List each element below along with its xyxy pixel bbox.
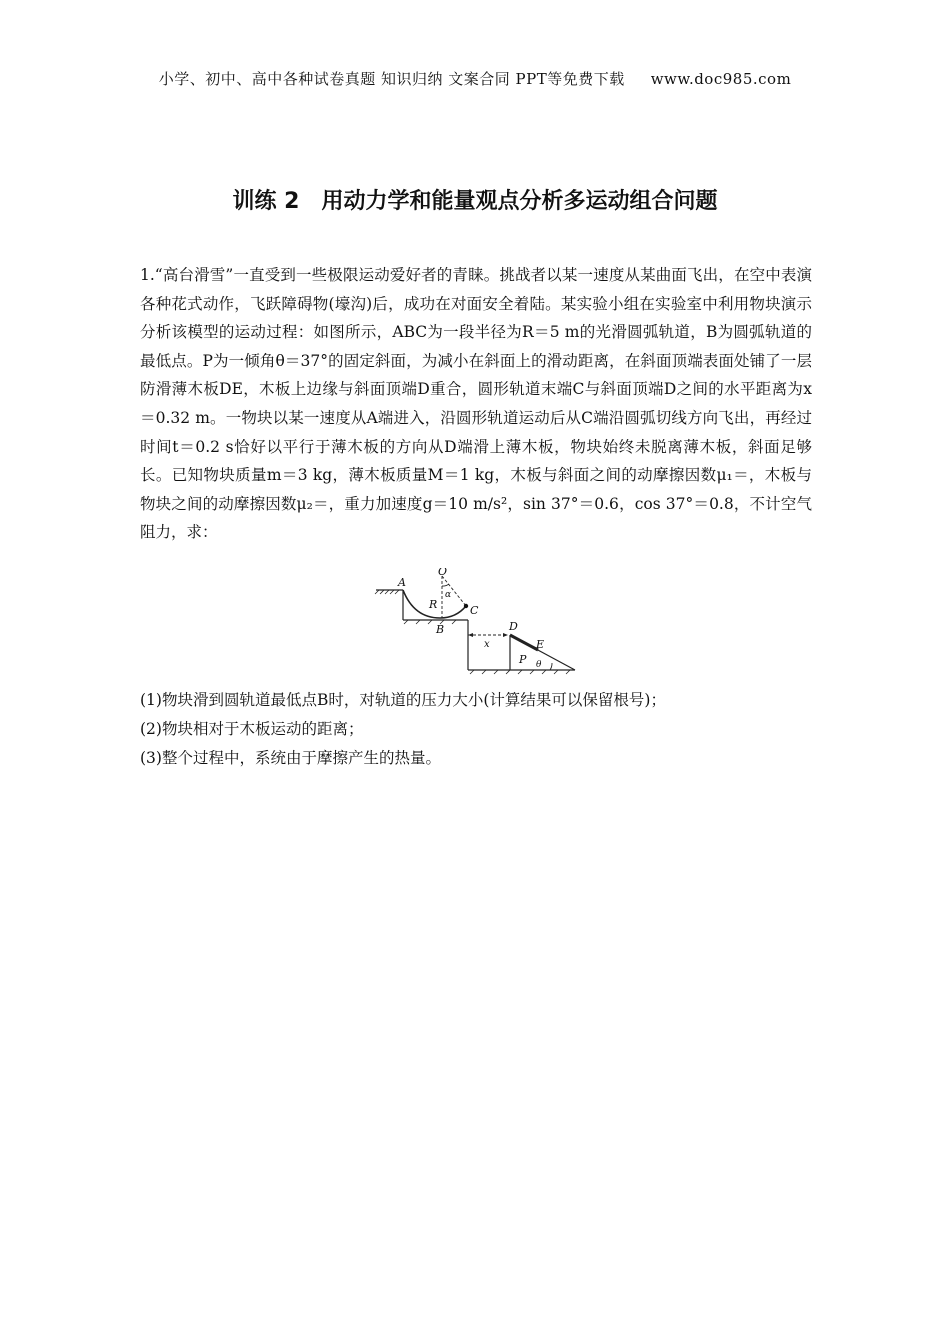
label-P: P bbox=[519, 653, 527, 666]
label-A: A bbox=[398, 576, 406, 589]
page-header bbox=[0, 68, 950, 89]
problem-statement: 1.“高台滑雪”一直受到一些极限运动爱好者的青睐。挑战者以某一速度从某曲面飞出，在空中表演各种花式动作，飞跃障碍物(壕沟)后，成功在对面安全着陆。某实验小组在实验室中利用物块演示分析该模型的运动过程：如图所示，ABC为一段半径为R＝5 m的光滑圆弧轨道，B为圆弧轨道的最低点。P为一倾角θ＝37°的固定斜面，为减小在斜面上的滑动距离，在斜面顶端表面处铺了一层防滑薄木板DE，木板上边缘与斜面顶端D重合，圆形轨道末端C与斜面顶端D之间的水平距离为x＝0.32 m。一物块以某一速度从A端进入，沿圆形轨道运动后从C端沿圆弧切线方向飞出，再经过时间t＝0.2 s恰好以平行于薄木板的方向从D端滑上薄木板，物块始终未脱离薄木板，斜面足够长。已知物块质量m＝3 kg，薄木板质量M＝1 kg，木板与斜面之间的动摩擦因数μ₁＝，木板与物块之间的动摩擦因数μ₂＝，重力加速度g＝10 m/s²，sin 37°＝0.6，cos 37°＝0.8，不计空气阻力，求： bbox=[140, 266, 812, 542]
label-theta: θ bbox=[536, 660, 542, 670]
x-arrow-left bbox=[468, 633, 473, 637]
alpha-arc bbox=[442, 584, 449, 586]
theta-arc bbox=[550, 663, 552, 670]
board-DE bbox=[510, 635, 538, 650]
page-title: 训练 2 用动力学和能量观点分析多运动组合问题 bbox=[232, 189, 718, 214]
label-O: O bbox=[438, 568, 448, 578]
label-x: x bbox=[484, 639, 490, 650]
label-C: C bbox=[470, 604, 479, 617]
question-1: (1)物块滑到圆轨道最低点B时，对轨道的压力大小(计算结果可以保留根号)； bbox=[140, 691, 666, 709]
question-2: (2)物块相对于木板运动的距离； bbox=[140, 720, 364, 738]
header-site: www.doc985.com bbox=[650, 70, 792, 88]
block-at-C bbox=[464, 604, 468, 608]
label-E: E bbox=[536, 638, 545, 651]
question-list bbox=[140, 686, 812, 773]
label-B: B bbox=[436, 623, 445, 636]
header-text: 小学、初中、高中各种试卷真题 知识归纳 文案合同 PPT等免费下载 bbox=[158, 70, 625, 88]
label-alpha: α bbox=[445, 590, 452, 600]
label-D: D bbox=[509, 620, 518, 633]
label-R: R bbox=[429, 598, 438, 611]
physics-diagram bbox=[370, 568, 580, 678]
x-arrow-right bbox=[503, 633, 508, 637]
question-3: (3)整个过程中，系统由于摩擦产生的热量。 bbox=[140, 749, 441, 767]
